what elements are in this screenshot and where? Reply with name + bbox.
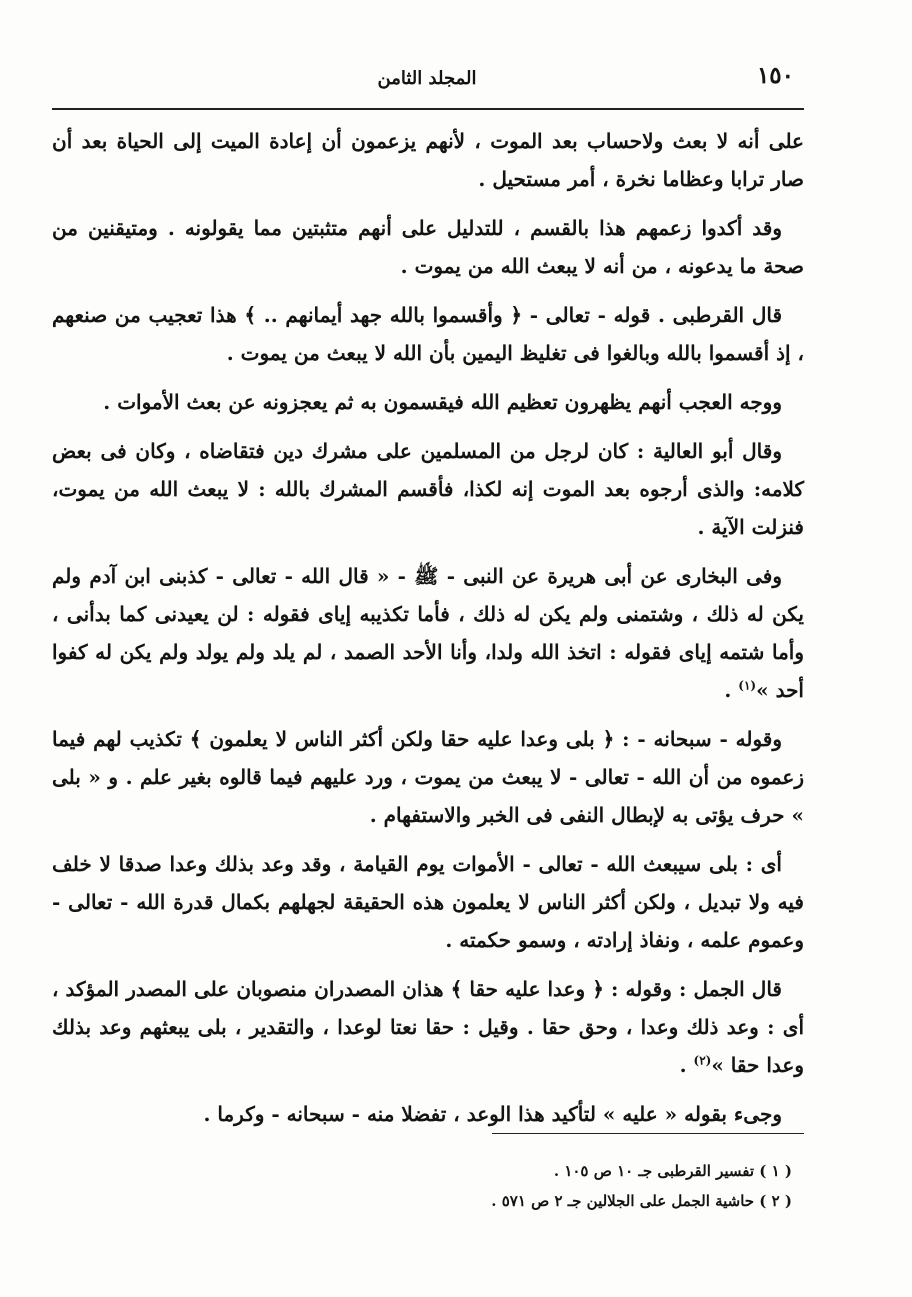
footnote-marker: (١) <box>738 678 757 693</box>
footnote: ( ١ ) تفسير القرطبى جـ ١٠ ص ١٠٥ . <box>553 1162 792 1180</box>
paragraph: وقوله - سبحانه - : ﴿ بلى وعدا عليه حقا ولكن أكثر الناس لا يعلمون ﴾ تكذيب لهم فيما زعموه من أن الله - تعالى - لا يبعث من يموت ، ورد عليهم فيما قالوه بغير علم . و « بلى » حرف يؤتى به لإبطال النفى فى الخبر والاستفهام . <box>52 727 804 827</box>
footnote-marker: (٢) <box>693 1053 712 1068</box>
paragraph-text: وفى البخارى عن أبى هريرة عن النبى - ﷺ - « قال الله - تعالى - كذبنى ابن آدم ولم يكن له ذلك ، وشتمنى ولم يكن له ذلك ، فأما تكذيبه إياى فقوله : لن يعيدنى كما بدأنى ، وأما شتمه إياى فقوله : اتخذ الله ولدا، وأنا الأحد الصمد ، لم يلد ولم يولد ولم يكن له كفوا أحد » <box>52 564 804 702</box>
paragraph-with-footnote <box>52 970 804 1084</box>
running-title: المجلد الثامن <box>377 68 477 89</box>
paragraph: أى : بلى سيبعث الله - تعالى - الأموات يوم القيامة ، وقد وعد بذلك وعدا صدقا لا خلف فيه ولا تبديل ، ولكن أكثر الناس لا يعلمون هذه الحقيقة لجهلهم بكمال قدرة الله - تعالى - وعموم علمه ، ونفاذ إرادته ، وسمو حكمته . <box>52 852 804 952</box>
trailing-punctuation: . <box>724 678 739 702</box>
paragraph-with-footnote <box>52 557 804 709</box>
page-header <box>52 60 802 96</box>
footnotes <box>52 1156 792 1216</box>
main-text <box>52 122 804 1144</box>
paragraph: وقد أكدوا زعمهم هذا بالقسم ، للتدليل على أنهم متثبتين مما يقولونه . ومتيقنين من صحة ما يدعونه ، من أنه لا يبعث الله من يموت . <box>52 216 804 278</box>
paragraph: ووجه العجب أنهم يظهرون تعظيم الله فيقسمون به ثم يعجزونه عن بعث الأموات . <box>103 390 782 414</box>
footnote-divider <box>492 1133 804 1134</box>
page-number: ١٥٠ <box>756 62 794 89</box>
paragraph: على أنه لا بعث ولاحساب بعد الموت ، لأنهم يزعمون أن إعادة الميت إلى الحياة بعد أن صار ترابا وعظاما نخرة ، أمر مستحيل . <box>52 129 804 191</box>
trailing-punctuation: . <box>679 1053 694 1077</box>
paragraph: وقال أبو العالية : كان لرجل من المسلمين على مشرك دين فتقاضاه ، وكان فى بعض كلامه: والذى أرجوه بعد الموت إنه لكذا، فأقسم المشرك بالله : لا يبعث الله من يموت، فنزلت الآية . <box>52 439 804 539</box>
paragraph: قال القرطبى . قوله - تعالى - ﴿ وأقسموا بالله جهد أيمانهم .. ﴾ هذا تعجيب من صنعهم ، إذ أقسموا بالله وبالغوا فى تغليظ اليمين بأن الله لا يبعث من يموت . <box>52 303 804 365</box>
paragraph: وجىء بقوله « عليه » لتأكيد هذا الوعد ، تفضلا منه - سبحانه - وكرما . <box>203 1102 782 1126</box>
footnote: ( ٢ ) حاشية الجمل على الجلالين جـ ٢ ص ٥٧١ . <box>491 1192 792 1210</box>
header-divider <box>52 108 804 110</box>
paragraph-text: قال الجمل : وقوله : ﴿ وعدا عليه حقا ﴾ هذان المصدران منصوبان على المصدر المؤكد ، أى : وعد ذلك وعدا ، وحق حقا . وقيل : حقا نعتا لوعدا ، والتقدير ، بلى يبعثهم وعد بذلك وعدا حقا » <box>52 977 804 1077</box>
